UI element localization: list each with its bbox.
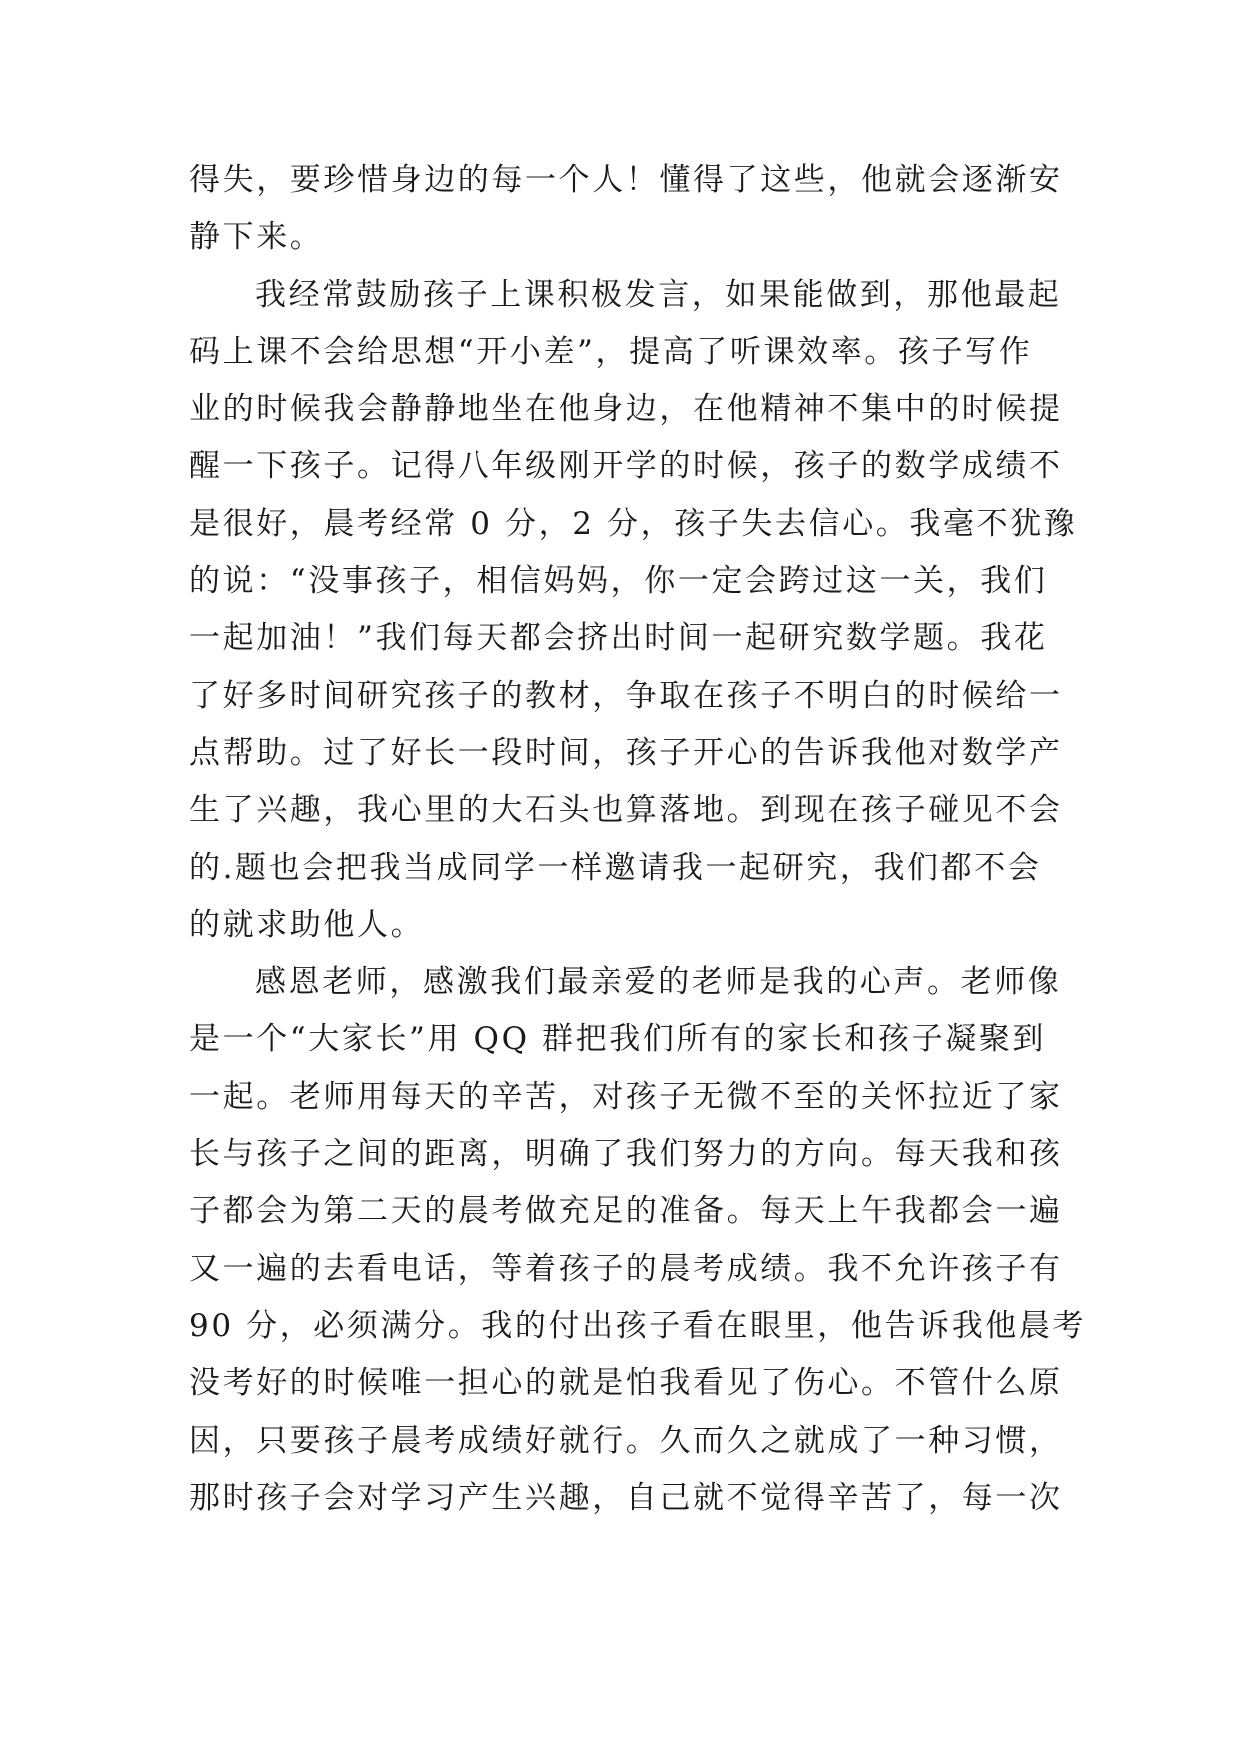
paragraph-start-line: 我经常鼓励孩子上课积极发言，如果能做到，那他最起 xyxy=(255,276,1062,313)
body-text xyxy=(189,152,1087,1527)
text-line: 的说：“没事孩子，相信妈妈，你一定会跨过这一关，我们 xyxy=(189,563,1048,600)
text-line: 长与孩子之间的距离，明确了我们努力的方向。每天我和孩 xyxy=(189,1136,1063,1173)
text-line: 又一遍的去看电话，等着孩子的晨考成绩。我不允许孩子有 xyxy=(189,1250,1063,1287)
text-line: 生了兴趣，我心里的大石头也算落地。到现在孩子碰见不会 xyxy=(189,792,1063,829)
text-line: 一起加油！”我们每天都会挤出时间一起研究数学题。我花 xyxy=(189,620,1048,657)
text-line: 静下来。 xyxy=(189,219,324,256)
text-line: 码上课不会给思想“开小差”，提高了听课效率。孩子写作 xyxy=(189,333,1033,370)
paragraph-start-line: 感恩老师，感激我们最亲爱的老师是我的心声。老师像 xyxy=(255,964,1062,1001)
text-line: 得失，要珍惜身边的每一个人！懂得了这些，他就会逐渐安 xyxy=(189,162,1063,198)
text-line: 是很好，晨考经常 0 分，2 分，孩子失去信心。我毫不犹豫 xyxy=(189,505,1078,542)
text-line: 业的时候我会静静地坐在他身边，在他精神不集中的时候提 xyxy=(189,391,1063,428)
text-line: 90 分，必须满分。我的付出孩子看在眼里，他告诉我他晨考 xyxy=(189,1307,1087,1344)
text-line: 没考好的时候唯一担心的就是怕我看见了伤心。不管什么原 xyxy=(189,1365,1063,1402)
text-line: 了好多时间研究孩子的教材，争取在孩子不明白的时候给一 xyxy=(189,677,1063,714)
text-line: 的.题也会把我当成同学一样邀请我一起研究，我们都不会 xyxy=(189,849,1042,886)
text-line: 点帮助。过了好长一段时间，孩子开心的告诉我他对数学产 xyxy=(189,734,1063,771)
text-line: 那时孩子会对学习产生兴趣，自己就不觉得辛苦了，每一次 xyxy=(189,1479,1063,1516)
text-line: 醒一下孩子。记得八年级刚开学的时候，孩子的数学成绩不 xyxy=(189,448,1063,485)
text-line: 是一个“大家长”用 QQ 群把我们所有的家长和孩子凝聚到 xyxy=(189,1021,1047,1058)
text-line: 的就求助他人。 xyxy=(189,906,425,943)
text-line: 子都会为第二天的晨考做充足的准备。每天上午我都会一遍 xyxy=(189,1193,1063,1230)
text-line: 因，只要孩子晨考成绩好就行。久而久之就成了一种习惯， xyxy=(189,1422,1063,1459)
text-line: 一起。老师用每天的辛苦，对孩子无微不至的关怀拉近了家 xyxy=(189,1078,1063,1115)
